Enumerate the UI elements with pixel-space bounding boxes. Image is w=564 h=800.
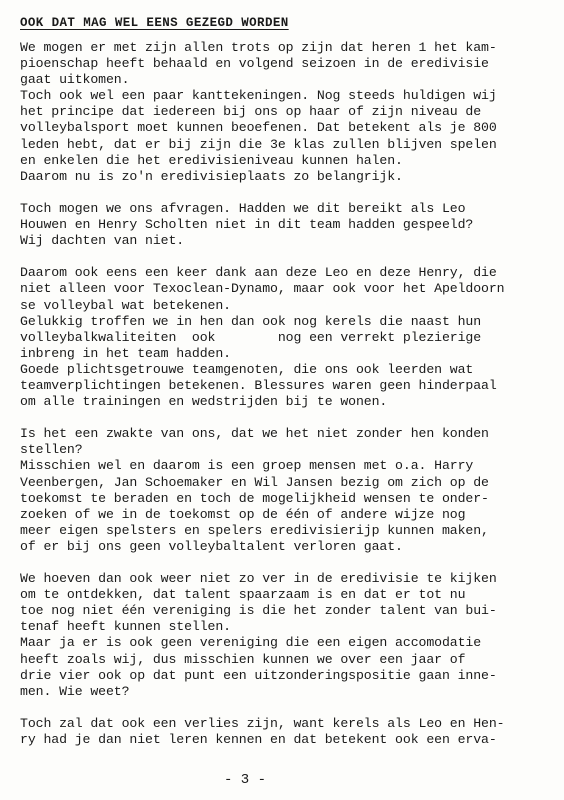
- text-line: Wij dachten van niet.: [20, 233, 185, 249]
- text-line: Toch ook wel een paar kanttekeningen. Nog steeds huldigen wij: [20, 88, 497, 104]
- paragraph-5: [20, 571, 550, 700]
- text-line: heeft zoals wij, dus misschien kunnen we over een jaar of: [20, 651, 466, 667]
- text-line: inbreng in het team hadden.: [20, 345, 231, 361]
- body-text: [20, 40, 550, 748]
- text-line: Veenbergen, Jan Schoemaker en Wil Jansen bezig om zich op de: [20, 474, 489, 490]
- text-line: toekomst te beraden en toch de mogelijkheid wensen te onder-: [20, 490, 489, 506]
- text-line: gaat uitkomen.: [20, 72, 130, 88]
- text-line: volleybalkwaliteiten ook nog een verrekt plezierige: [20, 329, 482, 345]
- paragraph-4: [20, 426, 550, 555]
- text-line: Is het een zwakte van ons, dat we het niet zonder hen konden: [20, 426, 489, 442]
- paragraph-3: [20, 265, 550, 410]
- text-line: ry had je dan niet leren kennen en dat betekent ook een erva-: [20, 732, 497, 748]
- paragraph-gap: [20, 555, 550, 571]
- paragraph-2: [20, 201, 550, 249]
- text-line: We mogen er met zijn allen trots op zijn dat heren 1 het kam-: [20, 40, 497, 55]
- text-line: volleybalsport moet kunnen beoefenen. Dat betekent als je 800: [20, 120, 497, 136]
- text-line: zoeken of we in de toekomst op de één of andere wijze nog: [20, 506, 466, 522]
- text-line: niet alleen voor Texoclean-Dynamo, maar ook voor het Apeldoorn: [20, 281, 505, 297]
- paragraph-6: [20, 716, 550, 748]
- text-line: en enkelen die het eredivisieniveau kunnen halen.: [20, 152, 403, 168]
- paragraph-gap: [20, 249, 550, 265]
- text-line: of er bij ons geen volleybaltalent verloren gaat.: [20, 538, 403, 554]
- text-line: Misschien wel en daarom is een groep mensen met o.a. Harry: [20, 458, 474, 474]
- text-line: Goede plichtsgetrouwe teamgenoten, die ons ook leerden wat: [20, 361, 474, 377]
- text-line: pioenschap heeft behaald en volgend seizoen in de eredivisie: [20, 56, 489, 72]
- text-line: stellen?: [20, 442, 83, 458]
- text-line: Toch zal dat ook een verlies zijn, want kerels als Leo en Hen-: [20, 715, 505, 731]
- paragraph-gap: [20, 700, 550, 716]
- text-line: Maar ja er is ook geen vereniging die een eigen accomodatie: [20, 635, 482, 651]
- text-line: Houwen en Henry Scholten niet in dit team hadden gespeeld?: [20, 217, 474, 233]
- text-line: tenaf heeft kunnen stellen.: [20, 619, 231, 635]
- text-line: het principe dat iedereen bij ons op haar of zijn niveau de: [20, 104, 482, 120]
- text-line: Daarom nu is zo'n eredivisieplaats zo belangrijk.: [20, 168, 403, 184]
- page-heading: OOK DAT MAG WEL EENS GEZEGD WORDEN: [20, 16, 289, 30]
- text-line: Toch mogen we ons afvragen. Hadden we dit bereikt als Leo: [20, 200, 466, 216]
- text-line: toe nog niet één vereniging is die het zonder talent van bui-: [20, 603, 497, 619]
- paragraph-gap: [20, 185, 550, 201]
- text-line: om te ontdekken, dat talent spaarzaam is en dat er tot nu: [20, 587, 466, 603]
- text-line: drie vier ook op dat punt een uitzonderingspositie gaan inne-: [20, 667, 497, 683]
- text-line: Gelukkig troffen we in hen dan ook nog kerels die naast hun: [20, 313, 482, 329]
- text-line: We hoeven dan ook weer niet zo ver in de eredivisie te kijken: [20, 571, 497, 587]
- text-line: leden hebt, dat er bij zijn die 3e klas zullen blijven spelen: [20, 136, 497, 152]
- page-number: - 3 -: [223, 772, 266, 788]
- paragraph-gap: [20, 410, 550, 426]
- paragraph-1: [20, 40, 550, 185]
- text-line: teamverplichtingen betekenen. Blessures waren geen hinderpaal: [20, 377, 497, 393]
- text-line: men. Wie weet?: [20, 683, 130, 699]
- text-line: Daarom ook eens een keer dank aan deze Leo en deze Henry, die: [20, 265, 497, 281]
- text-line: om alle trainingen en wedstrijden bij te wonen.: [20, 394, 388, 410]
- text-line: meer eigen spelsters en spelers eredivisierijp kunnen maken,: [20, 522, 489, 538]
- text-line: se volleybal wat betekenen.: [20, 297, 231, 313]
